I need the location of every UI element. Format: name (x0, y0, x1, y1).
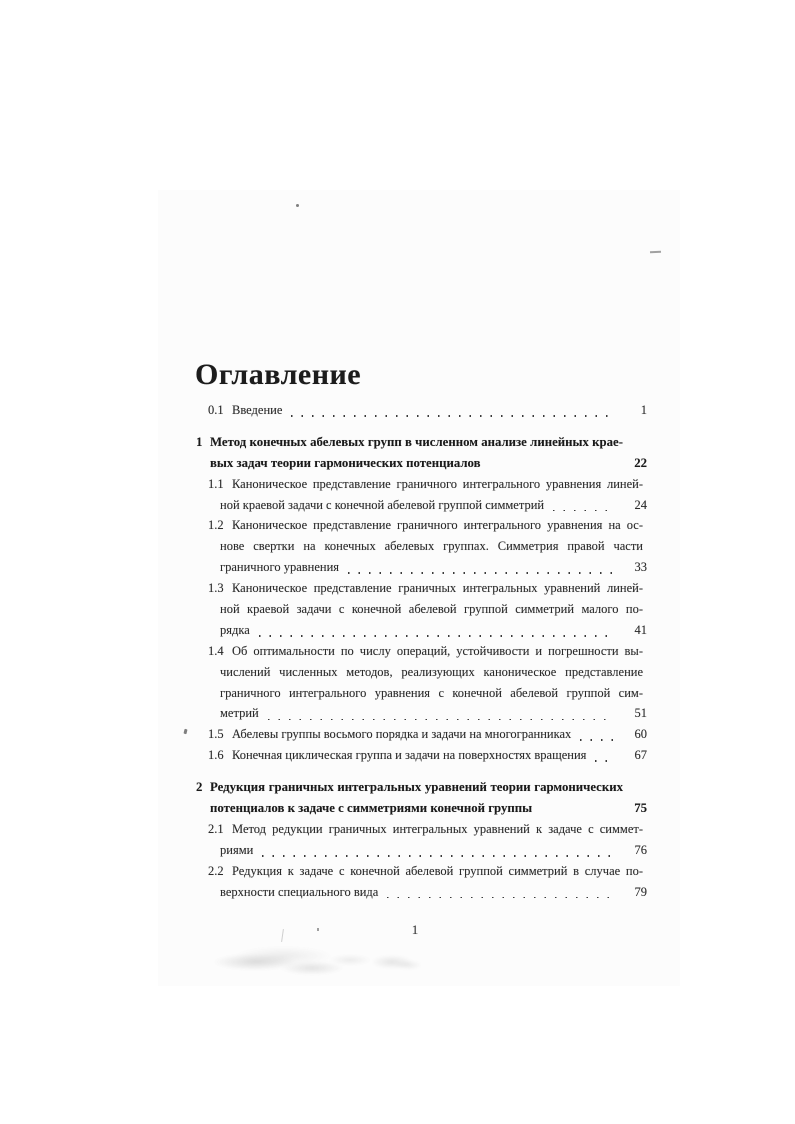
scan-speck-artifact (317, 928, 319, 931)
toc-entry-text: Конечная циклическая группа и задачи на поверхностях вращения (232, 748, 587, 763)
toc-entry-page: 75 (634, 801, 647, 816)
toc-entry-page: 24 (634, 497, 647, 512)
toc-entry-number: 1 (196, 434, 203, 449)
toc-entry (196, 400, 647, 421)
toc-entry-line (196, 798, 647, 819)
toc-entry-line: Каноническое представление граничного интегрального уравнения линей- (232, 476, 643, 491)
toc-entry-text: рядка (220, 622, 250, 637)
toc-entry-number: 0.1 (208, 403, 224, 417)
dot-leader (595, 760, 614, 762)
dot-leader (580, 739, 614, 741)
toc-entry-page: 67 (634, 748, 647, 763)
dot-leader (348, 572, 614, 574)
toc-entry (196, 777, 647, 819)
scan-noise-smudge (352, 947, 432, 977)
toc-entry-line (196, 495, 647, 516)
toc-entry-page: 76 (634, 842, 647, 857)
toc-entry-line: Метод редукции граничных интегральных уравнений к задаче с симмет- (232, 821, 643, 836)
toc-entry-line: числений численных методов, реализующих каноническое представление (220, 664, 643, 679)
toc-entry-text: потенциалов к задаче с симметриями конечной группы (210, 801, 533, 816)
toc-entry-line (196, 557, 647, 578)
toc-entry-line (196, 882, 647, 903)
toc-entry-page: 51 (634, 706, 647, 721)
toc-list (196, 400, 647, 902)
dot-leader (262, 855, 614, 857)
toc-entry-line (196, 840, 647, 861)
toc-entry-text: ной краевой задачи с конечной абелевой группой симметрий (220, 497, 545, 512)
toc-entry-number: 1.4 (208, 643, 224, 658)
toc-entry (196, 861, 647, 903)
toc-entry-line (196, 620, 647, 641)
toc-entry-text: метрий (220, 706, 259, 721)
toc-entry-number: 1.2 (208, 518, 224, 533)
toc-entry-number: 1.5 (208, 727, 224, 742)
toc-entry-page: 1 (640, 403, 647, 417)
dot-leader (291, 415, 614, 417)
toc-entry-text: риями (220, 842, 254, 857)
scan-speck-artifact (296, 204, 299, 207)
toc-entry (196, 745, 647, 766)
toc-entry-text: вых задач теории гармонических потенциалов (210, 455, 481, 470)
toc-entry-line: Редукция граничных интегральных уравнений теории гармонических (210, 780, 623, 795)
toc-entry-number: 2.2 (208, 863, 224, 878)
toc-entry (196, 641, 647, 725)
toc-entry-line: нове свертки на конечных абелевых группах. Симметрия правой части (220, 539, 643, 554)
toc-entry-line: граничного интегрального уравнения с конечной абелевой группой сим- (220, 685, 643, 700)
toc-entry (196, 432, 647, 474)
toc-entry (196, 515, 647, 578)
toc-entry-text: граничного уравнения (220, 560, 340, 575)
toc-entry-page: 79 (634, 884, 647, 899)
toc-entry-number: 1.3 (208, 581, 224, 596)
toc-entry-line (196, 745, 647, 766)
toc-entry-line: ной краевой задачи с конечной абелевой группой симметрий малого по- (220, 602, 643, 617)
folio-page-number: 1 (411, 922, 419, 937)
toc-entry-text: Введение (232, 403, 283, 417)
toc-entry-number: 1.1 (208, 476, 224, 491)
toc-entry (196, 578, 647, 641)
toc-entry-line: Каноническое представление граничного интегрального уравнения на ос- (232, 518, 643, 533)
toc-entry-line (196, 703, 647, 724)
toc-entry-line: Об оптимальности по числу операций, устойчивости и погрешности вы- (232, 643, 643, 658)
toc-entry-line: Каноническое представление граничных интегральных уравнений линей- (232, 581, 643, 596)
toc-entry-page: 41 (634, 622, 647, 637)
dot-leader (268, 719, 614, 721)
toc-entry-page: 60 (634, 727, 647, 742)
dot-leader (259, 635, 614, 637)
toc-entry-page: 33 (634, 560, 647, 575)
toc-entry-text: верхности специального вида (220, 884, 379, 899)
page-title: Оглавление (195, 358, 362, 392)
toc-entry-number: 1.6 (208, 748, 224, 763)
toc-entry-text: Абелевы группы восьмого порядка и задачи на многогранниках (232, 727, 572, 742)
toc-entry-line: Метод конечных абелевых групп в численном анализе линейных крае- (210, 434, 623, 449)
dot-leader (553, 510, 614, 512)
toc-entry (196, 474, 647, 516)
toc-entry-line: Редукция к задаче с конечной абелевой группой симметрий в случае по- (232, 863, 643, 878)
toc-entry (196, 724, 647, 745)
toc-entry-page: 22 (634, 455, 647, 470)
toc-entry-line (196, 400, 647, 421)
toc-entry-line (196, 724, 647, 745)
toc-entry-number: 2 (196, 780, 203, 795)
toc-entry-number: 2.1 (208, 821, 224, 836)
toc-entry-line (196, 453, 647, 474)
dot-leader (387, 897, 614, 899)
toc-entry (196, 819, 647, 861)
